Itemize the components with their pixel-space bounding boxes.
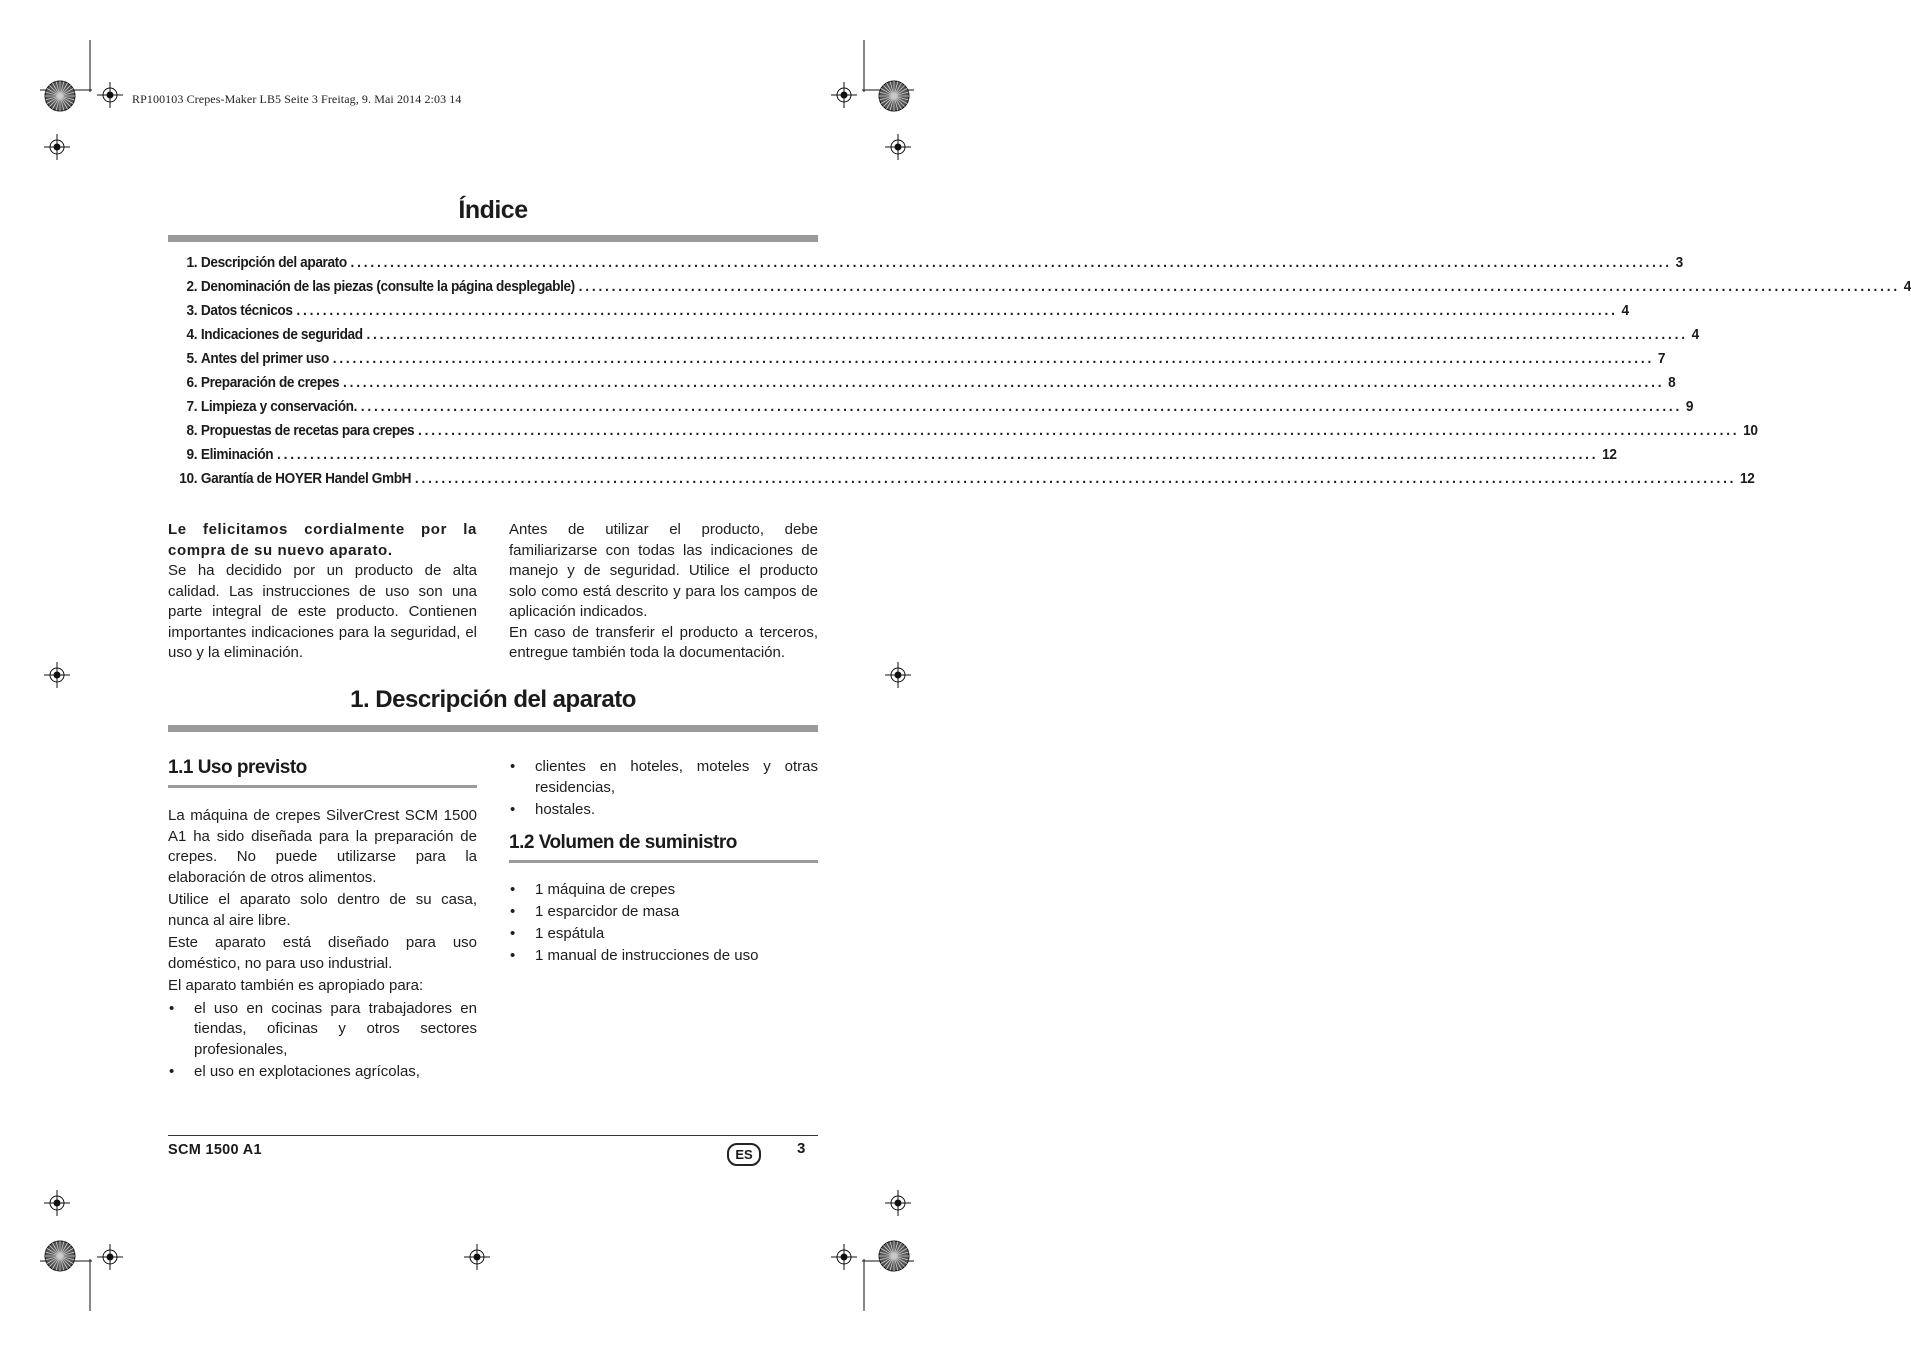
- color-bar-star-icon: [45, 81, 75, 111]
- toc-entry[interactable]: 3. Datos técnicos ........................................................................................................................................................................................................ 4: [186, 303, 1629, 319]
- toc-leader-dots: ........................................................................................................................................................................................................: [360, 399, 1683, 415]
- intended-use-text: [168, 806, 477, 1083]
- toc-entry-title: Denominación de las piezas (consulte la página desplegable): [200, 279, 575, 295]
- toc-entry-page: 9: [1685, 399, 1694, 415]
- print-slug: RP100103 Crepes-Maker LB5 Seite 3 Freitag, 9. Mai 2014 2:03 14: [132, 92, 462, 106]
- list-item: • hostales.: [509, 800, 818, 821]
- list-item: • el uso en cocinas para trabajadores en tiendas, oficinas y otros sectores profesionales,: [169, 999, 477, 1058]
- scope-of-delivery-list: [509, 879, 818, 967]
- toc-entry[interactable]: 10. Garantía de HOYER Handel GmbH ........................................................................................................................................................................................................ 12: [179, 471, 1755, 487]
- toc-entry-page: 4: [1621, 303, 1629, 319]
- intended-use-paragraph: Utilice el aparato solo dentro de su casa, nunca al aire libre.: [168, 891, 477, 929]
- toc-entry-title: Eliminación: [200, 447, 274, 463]
- toc-entry-page: 8: [1668, 375, 1676, 391]
- section-heading-rule: [168, 725, 818, 732]
- bullet-icon: •: [169, 1063, 175, 1080]
- subsection-heading-scope-of-delivery: 1.2 Volumen de suministro: [509, 832, 737, 853]
- language-badge: ES: [727, 1143, 761, 1166]
- page-number: 3: [797, 1140, 806, 1157]
- toc-entry-page: 4: [1691, 327, 1699, 343]
- intro-right-paragraph-1: Antes de utilizar el producto, debe familiarizarse con todas las indicaciones de manejo y de seguridad. Utilice el producto solo como está descrito y para los campos de aplicación indicados.: [509, 521, 818, 620]
- intended-use-continued: [509, 757, 818, 821]
- intended-use-list-continued: [509, 757, 818, 821]
- toc-entry[interactable]: 8. Propuestas de recetas para crepes ........................................................................................................................................................................................................ 10: [186, 423, 1758, 439]
- intended-use-paragraph: El aparato también es apropiado para:: [168, 977, 424, 994]
- subsection-intended-use: [168, 757, 477, 1083]
- color-bar-star-icon: [45, 1241, 75, 1271]
- subsection-rule: [509, 860, 818, 863]
- toc-entry-title: Garantía de HOYER Handel GmbH: [200, 471, 412, 487]
- toc-leader-dots: ........................................................................................................................................................................................................: [342, 375, 1665, 391]
- bullet-icon: •: [510, 881, 516, 898]
- color-bar-star-icon: [879, 1241, 909, 1271]
- toc-entry-title: Datos técnicos: [200, 303, 293, 319]
- registration-target-icon: [885, 662, 911, 688]
- toc-entry-page: 7: [1657, 351, 1666, 367]
- subsection-heading-intended-use: 1.1 Uso previsto: [168, 757, 307, 778]
- toc-leader-dots: ........................................................................................................................................................................................................: [296, 303, 1618, 319]
- toc-entry-title: Propuestas de recetas para crepes: [200, 423, 415, 439]
- toc-entry[interactable]: 7. Limpieza y conservación. ........................................................................................................................................................................................................ 9: [186, 399, 1694, 415]
- footer-model-number: SCM 1500 A1: [168, 1142, 262, 1158]
- registration-target-icon: [464, 1244, 490, 1270]
- toc-entry-page: 10: [1743, 423, 1758, 439]
- registration-target-icon: [97, 1244, 123, 1270]
- toc-entry[interactable]: 5. Antes del primer uso ........................................................................................................................................................................................................ 7: [186, 351, 1666, 367]
- toc-leader-dots: ........................................................................................................................................................................................................: [366, 327, 1688, 343]
- registration-target-icon: [831, 82, 857, 108]
- toc-entry[interactable]: 2. Denominación de las piezas (consulte la página desplegable) ........................................................................................................................................................................................................ 4: [186, 279, 1911, 295]
- registration-target-icon: [44, 662, 70, 688]
- toc-leader-dots: ........................................................................................................................................................................................................: [332, 351, 1655, 367]
- toc-entry[interactable]: 6. Preparación de crepes ........................................................................................................................................................................................................ 8: [186, 375, 1676, 391]
- registration-target-icon: [885, 134, 911, 160]
- list-item: • el uso en explotaciones agrícolas,: [168, 1062, 477, 1083]
- footer-rule: [168, 1135, 818, 1136]
- subsection-rule: [168, 785, 477, 788]
- bullet-icon: •: [510, 947, 516, 964]
- bullet-icon: •: [169, 999, 175, 1017]
- toc-entry-title: Preparación de crepes: [200, 375, 340, 391]
- list-item: • 1 espátula: [509, 923, 818, 945]
- table-of-contents: [168, 255, 1911, 495]
- intended-use-paragraph: Este aparato está diseñado para uso doméstico, no para uso industrial.: [168, 934, 477, 972]
- intro-left-column: [168, 520, 477, 664]
- index-heading: Índice: [458, 196, 528, 224]
- registration-target-icon: [44, 1190, 70, 1216]
- toc-entry-title: Antes del primer uso: [200, 351, 329, 367]
- intended-use-paragraph: La máquina de crepes SilverCrest SCM 1500 A1 ha sido diseñada para la preparación de crepes. No puede utilizarse para la elaboración de otros alimentos.: [168, 807, 477, 886]
- bullet-icon: •: [510, 925, 516, 942]
- toc-leader-dots: ........................................................................................................................................................................................................: [414, 471, 1737, 487]
- toc-entry[interactable]: 4. Indicaciones de seguridad ........................................................................................................................................................................................................ 4: [186, 327, 1699, 343]
- subsection-scope-of-delivery: [509, 832, 818, 967]
- registration-target-icon: [885, 1190, 911, 1216]
- registration-target-icon: [831, 1244, 857, 1270]
- intro-right-column: [509, 520, 818, 664]
- intro-right-paragraph-2: En caso de transferir el producto a terceros, entregue también toda la documentación.: [509, 623, 818, 661]
- section-heading-description: 1. Descripción del aparato: [350, 686, 636, 713]
- bullet-icon: •: [510, 903, 516, 920]
- list-item: • 1 máquina de crepes: [509, 879, 818, 901]
- toc-entry-title: Indicaciones de seguridad: [200, 327, 363, 343]
- list-item: • clientes en hoteles, moteles y otras residencias,: [510, 758, 818, 796]
- intro-left-paragraph: Se ha decidido por un producto de alta calidad. Las instrucciones de uso son una parte integral de este producto. Contienen importantes indicaciones para la seguridad, el uso y la eliminación.: [168, 562, 477, 661]
- list-item: • 1 manual de instrucciones de uso: [509, 945, 818, 967]
- registration-target-icon: [97, 82, 123, 108]
- toc-entry-page: 4: [1903, 279, 1911, 295]
- intro-congratulations: Le felicitamos cordialmente por la compra de su nuevo aparato.: [168, 521, 477, 559]
- bullet-icon: •: [510, 758, 516, 775]
- registration-target-icon: [44, 134, 70, 160]
- toc-entry[interactable]: 1. Descripción del aparato ........................................................................................................................................................................................................ 3: [186, 255, 1683, 271]
- toc-entry-page: 12: [1740, 471, 1755, 487]
- color-bar-star-icon: [879, 81, 909, 111]
- toc-leader-dots: ........................................................................................................................................................................................................: [418, 423, 1740, 439]
- toc-leader-dots: ........................................................................................................................................................................................................: [350, 255, 1672, 271]
- intended-use-list: [168, 999, 477, 1083]
- toc-leader-dots: ........................................................................................................................................................................................................: [277, 447, 1599, 463]
- bullet-icon: •: [510, 801, 516, 818]
- toc-entry-page: 3: [1675, 255, 1683, 271]
- list-item: • 1 esparcidor de masa: [509, 901, 818, 923]
- toc-leader-dots: ........................................................................................................................................................................................................: [578, 279, 1900, 295]
- toc-entry[interactable]: 9. Eliminación ........................................................................................................................................................................................................ 12: [186, 447, 1617, 463]
- toc-entry-title: Limpieza y conservación.: [200, 399, 358, 415]
- index-heading-rule: [168, 235, 818, 242]
- toc-entry-page: 12: [1602, 447, 1617, 463]
- toc-entry-title: Descripción del aparato: [200, 255, 347, 271]
